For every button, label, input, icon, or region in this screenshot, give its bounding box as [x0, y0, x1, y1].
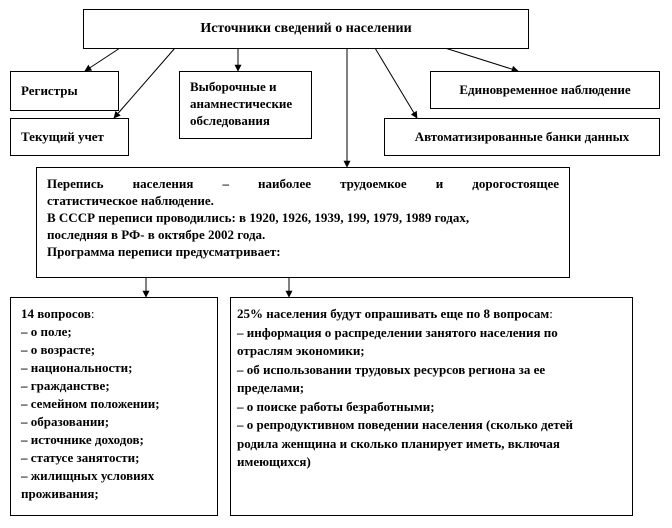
list-item: родила женщина и сколько планирует иметь, включая	[237, 435, 560, 451]
census-line-3: В СССР переписи проводились: в 1920, 1926, 1939, 199, 1979, 1989 годах,	[47, 210, 470, 225]
questions-25-colon: :	[549, 306, 553, 321]
list-item: отраслям экономики;	[237, 343, 365, 358]
list-item: – информация о распределении занятого населения по	[237, 324, 558, 340]
list-item: – источнике доходов;	[21, 432, 144, 447]
databanks-label: Автоматизированные банки данных	[414, 129, 630, 144]
sample-line-1: Выборочные и	[190, 79, 277, 94]
questions-25-title: 25% населения будут опрашивать еще по 8 вопросам	[237, 306, 550, 321]
sample-surveys-box	[179, 71, 312, 139]
census-line-1	[47, 175, 559, 192]
census-line-4: последняя в РФ- в октябре 2002 года.	[47, 227, 266, 242]
list-item: – о поле;	[21, 324, 72, 339]
sample-line-3: обследования	[190, 113, 270, 128]
list-item: пределами;	[237, 380, 305, 395]
title-box	[83, 9, 529, 49]
databanks-box	[384, 118, 660, 156]
registers-label: Регистры	[21, 83, 78, 98]
title-text: Источники сведений о населении	[200, 21, 412, 36]
census-line-2: статистическое наблюдение.	[47, 193, 214, 208]
list-item: проживания;	[21, 486, 99, 501]
census-line-5: Программа переписи предусматривает:	[47, 244, 281, 259]
current-accounting-box	[10, 118, 129, 156]
list-item: – о поиске работы безработными;	[237, 398, 435, 414]
list-item: – о репродуктивном поведении населения (сколько детей	[237, 417, 574, 432]
onetime-observation-box	[430, 71, 660, 109]
questions-14-title: 14 вопросов	[21, 306, 91, 321]
list-item: – семейном положении;	[21, 396, 160, 411]
census-box	[36, 167, 570, 278]
questions-14-box	[10, 297, 218, 516]
questions-14-colon: :	[90, 306, 95, 321]
current-label: Текущий учет	[21, 129, 104, 144]
list-item: – жилищных условиях	[21, 468, 155, 483]
sample-line-2: анамнестические	[190, 96, 293, 111]
list-item: – статусе занятости;	[21, 450, 140, 465]
list-item: – об использовании трудовых ресурсов региона за ее	[237, 361, 546, 377]
questions-14-header	[21, 305, 217, 323]
arrow-to-current	[114, 48, 175, 118]
list-item: – гражданстве;	[21, 378, 110, 393]
questions-25-box	[230, 297, 633, 516]
census-lead-rest: – наиболее трудоемкое и дорогостоящее	[193, 176, 559, 191]
arrow-to-registers	[85, 48, 120, 71]
registers-box	[10, 71, 119, 111]
list-item: – образовании;	[21, 414, 110, 429]
onetime-label: Единовременное наблюдение	[459, 82, 631, 97]
questions-25-header	[237, 305, 632, 324]
arrow-to-onetime	[445, 48, 518, 71]
arrow-to-databanks	[375, 48, 417, 118]
list-item: имеющихся)	[237, 454, 311, 469]
list-item: – национальности;	[21, 360, 133, 375]
census-lead-bold: Перепись населения	[47, 176, 194, 191]
list-item: – о возрасте;	[21, 342, 96, 357]
